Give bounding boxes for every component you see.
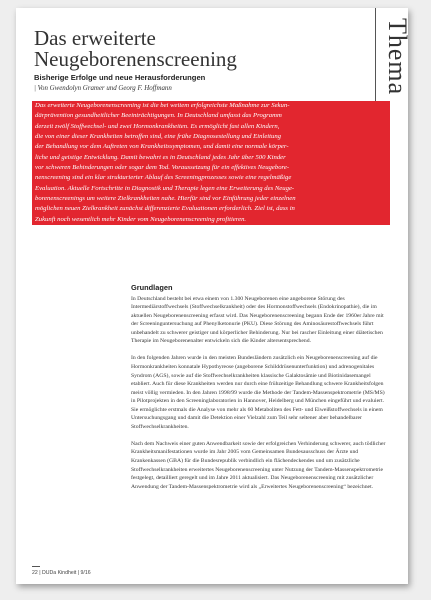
abstract-line: derzeit zwölf Stoffwechsel- und zwei Hormonkrankheiten. Es ermöglicht fast allen Kindern, <box>32 122 390 132</box>
abstract-line: Das erweiterte Neugeborenenscreening ist die bei weitem erfolgreichste Maßnahme zur Sekun- <box>32 101 390 111</box>
abstract-line: der Behandlung vor dem Auftreten von Krankheitssymptomen, und damit eine normale körper- <box>32 142 390 152</box>
section-heading: Grundlagen <box>131 283 173 292</box>
body-paragraph: In Deutschland besteht bei etwa einem von 1.300 Neugeborenen eine angeborene Störung des Intermediärstoffwechsels (Stoffwechselkrankheit) oder des Hormonstoffwechsels (Endokrinopathie), die im aktuellen Neugeborenenscreening erfasst wird. Das Neugeborenenscreening begann Ende der 1960er Jahre mit der Screeninguntersuchung auf Phenylketonurie (PKU). Diese Störung des Aminosäurestoffwechsels führt unbehandelt zu schwerer geistiger und körperlicher Behinderung. Nur bei rascher Einleitung einer diätetischen Therapie im Neugeborenenalter entwickeln sich die Kinder altersentsprechend. <box>131 295 384 345</box>
abstract-block <box>32 101 390 225</box>
abstract-line: liche und geistige Entwicklung. Damit bewahrt es in Deutschland jedes Jahr über 500 Kinder <box>32 153 390 163</box>
abstract-line: Evaluation. Aktuelle Fortschritte in Diagnostik und Therapie legen eine Erweiterung des Neuge- <box>32 184 390 194</box>
article-page <box>16 8 412 584</box>
section-label: Thema <box>383 18 412 96</box>
abstract-line: die von einer dieser Krankheiten betroffen sind, eine frühe Diagnosestellung und Einleitung <box>32 132 390 142</box>
article-subtitle: Bisherige Erfolge und neue Herausforderungen <box>34 73 206 82</box>
abstract-line: borenenscreenings um weitere Zielkrankheiten nahe. Hierfür sind vor Einführung jeder einzelnen <box>32 194 390 204</box>
abstract-line: därprävention gesundheitlicher Beeinträchtigungen. In Deutschland umfasst das Programm <box>32 111 390 121</box>
abstract-line: möglichen neuen Zielkrankheit zunächst differenzierte Evaluationen erforderlich. Ziel ist, dass in <box>32 204 390 214</box>
abstract-line: vor schweren Behinderungen oder sogar dem Tod. Voraussetzung für ein effektives Neugebore- <box>32 163 390 173</box>
page-footer: 22 | DUDa Kindheit | 9/16 <box>32 570 91 576</box>
body-paragraph: Nach dem Nachweis einer guten Anwendbarkeit sowie der erfolgreichen Verhinderung schwerer, auch tödlicher Krankheitsmanifestationen wurde im Jahr 2005 vom Gemeinsamen Bundesausschuss der Ärzte und Krankenkassen (GBA) für die Bundesrepublik verbindlich ein flächendeckendes und um zusätzliche Stoffwechselkrankheiten erweitertes Neugeborenenscreening unter Nutzung der Tandem-Massenspektrometrie festgelegt, detailliert geregelt und im Jahre 2011 aktualisiert. Das Neugeborenenscreening mit zusätzlicher Anwendung der Tandem-Massenspektrometrie wird als „Erweitertes Neugeborenenscreening“ bezeichnet. <box>131 440 386 490</box>
body-column <box>131 284 386 500</box>
title-line-1: Das erweiterte <box>34 26 156 50</box>
article-authors: | Von Gwendolyn Gramer und Georg F. Hoffmann <box>34 85 172 92</box>
body-paragraph: In den folgenden Jahren wurde in den meisten Bundesländern zusätzlich ein Neugeborenenscreening auf die Hormonkrankheiten konnatale Hypothyreose (angeborene Schilddrüsenunterfunktion) und adrenogenitales Syndrom (AGS), sowie auf die Stoffwechselkrankheiten klassische Galaktosämie und Biotinidasemangel etabliert. Auch für diese Krankheiten werden nur durch eine frühzeitige Behandlung schwere Krankheitsfolgen meist völlig vermieden. In den Jahren 1998/99 wurde die Methode der Tandem-Massenspektrometrie (MS/MS) in Pilotprojekten in den Screeninglaboratorien in Hannover, Heidelberg und München eingeführt und evaluiert. Sie ermöglichte erstmals die Analyse von mehr als 60 Metaboliten des Fett- und Eiweißstoffwechsels in einem Untersuchungsgang und damit die Detektion einer Vielzahl zum Teil sehr seltener aber behandelbarer Stoffwechselkrankheiten. <box>131 355 385 430</box>
article-title <box>34 28 354 70</box>
abstract-line: nenscreening sind ein klar strukturierter Ablauf des Screeningprozesses sowie eine regelmäßige <box>32 173 390 183</box>
title-line-2: Neugeborenenscreening <box>34 47 237 71</box>
footer-divider <box>32 566 40 567</box>
abstract-line: Zukunft noch wesentlich mehr Kinder vom Neugeborenenscreening profitieren. <box>32 215 390 225</box>
